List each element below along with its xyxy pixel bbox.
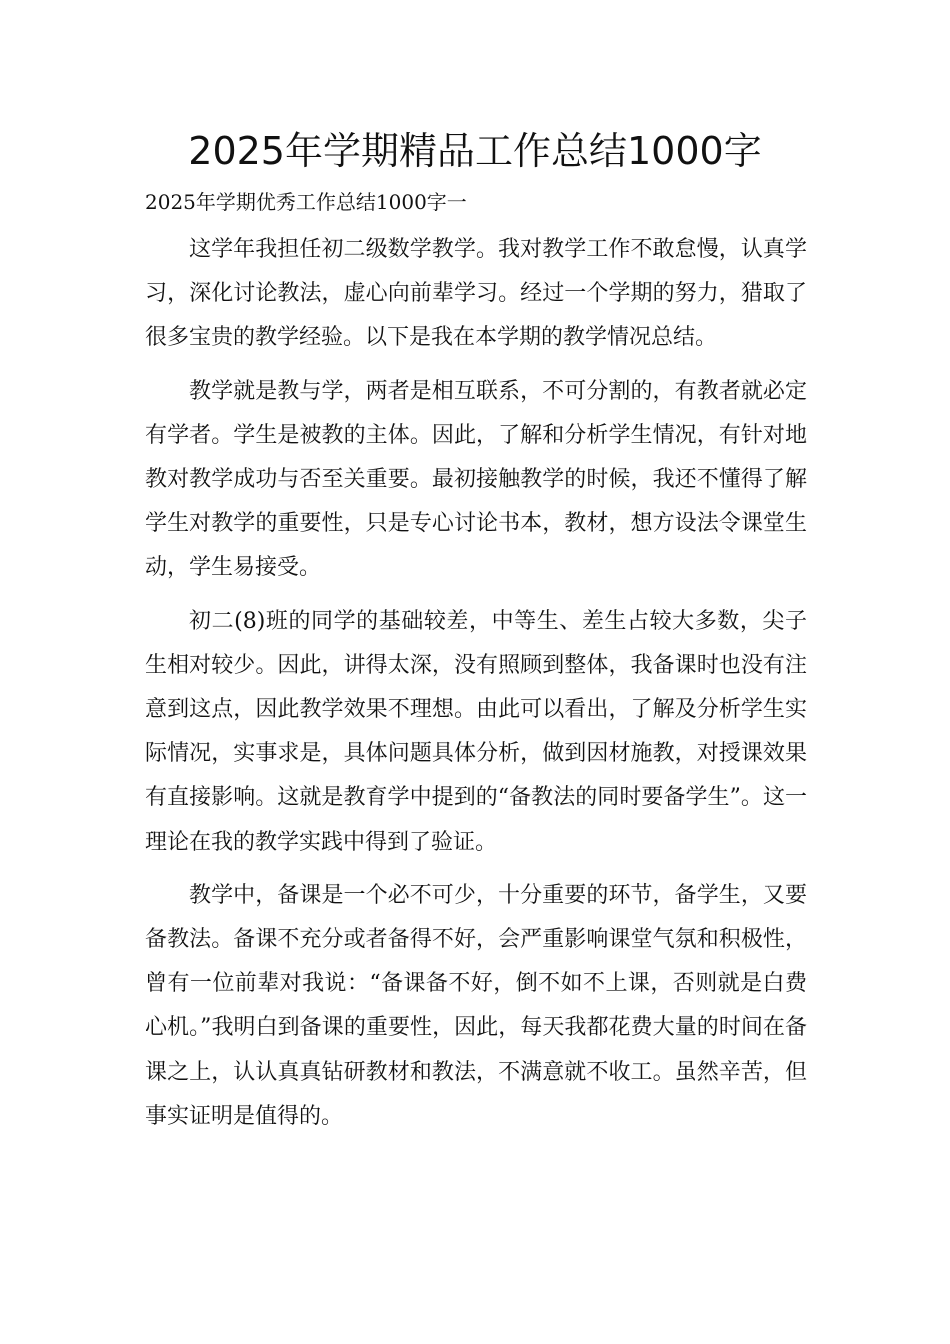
- document-subtitle: 2025年学期优秀工作总结1000字一: [145, 190, 467, 214]
- document-title: 2025年学期精品工作总结1000字: [188, 129, 762, 173]
- document-body: [145, 228, 807, 1148]
- paragraph-4: 教学中，备课是一个必不可少，十分重要的环节，备学生，又要备教法。备课不充分或者备得不好，会严重影响课堂气氛和积极性，曾有一位前辈对我说：“备课备不好，倒不如不上课，否则就是白费心机。”我明白到备课的重要性，因此，每天我都花费大量的时间在备课之上，认认真真钻研教材和教法，不满意就不收工。虽然辛苦，但事实证明是值得的。: [145, 882, 807, 1129]
- paragraph-3: 初二(8)班的同学的基础较差，中等生、差生占较大多数，尖子生相对较少。因此，讲得太深，没有照顾到整体，我备课时也没有注意到这点，因此教学效果不理想。由此可以看出，了解及分析学生实际情况，实事求是，具体问题具体分析，做到因材施教，对授课效果有直接影响。这就是教育学中提到的“备教法的同时要备学生”。这一理论在我的教学实践中得到了验证。: [145, 608, 807, 855]
- paragraph-1: 这学年我担任初二级数学教学。我对教学工作不敢怠慢，认真学习，深化讨论教法，虚心向前辈学习。经过一个学期的努力，猎取了很多宝贵的教学经验。以下是我在本学期的教学情况总结。: [145, 237, 807, 351]
- paragraph-2: 教学就是教与学，两者是相互联系，不可分割的，有教者就必定有学者。学生是被教的主体。因此，了解和分析学生情况，有针对地教对教学成功与否至关重要。最初接触教学的时候，我还不懂得了解学生对教学的重要性，只是专心讨论书本，教材，想方设法令课堂生动，学生易接受。: [145, 378, 807, 581]
